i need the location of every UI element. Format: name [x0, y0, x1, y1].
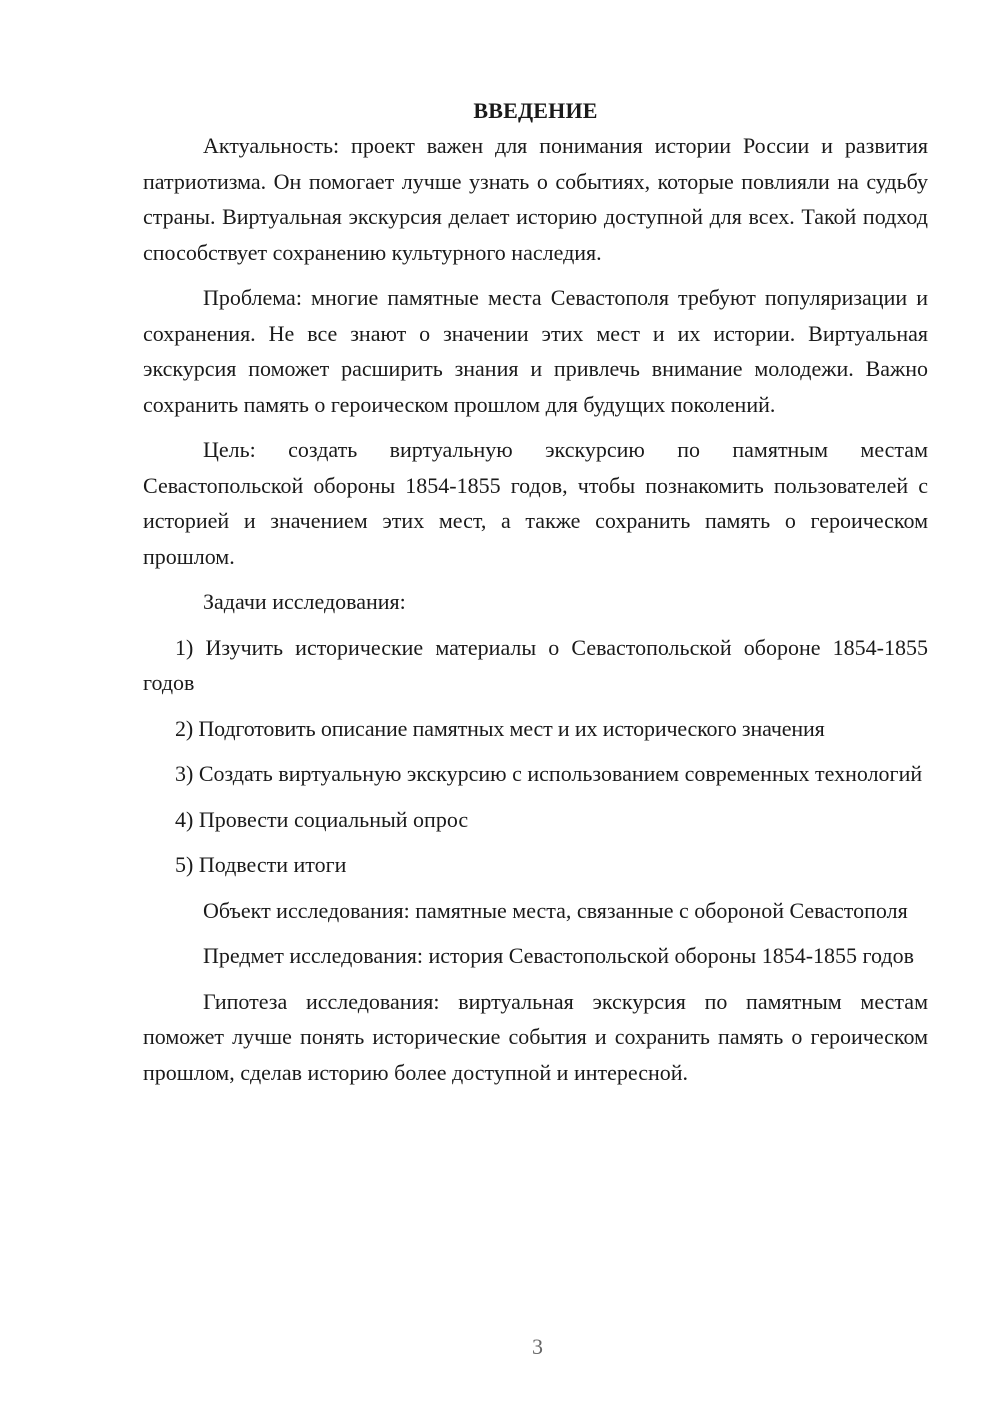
task-item-3: 3) Создать виртуальную экскурсию с использованием современных технологий	[175, 761, 923, 786]
task-item-2: 2) Подготовить описание памятных мест и их исторического значения	[175, 715, 825, 741]
object-paragraph: Объект исследования: памятные места, связанные с обороной Севастополя	[203, 897, 908, 923]
hypothesis-paragraph: Гипотеза исследования: виртуальная экскурсия по памятным местам поможет лучше понять исторические события и сохранить память о героическом прошлом, сделав историю более доступной и интересной.	[143, 988, 928, 1085]
task-item-4: 4) Провести социальный опрос	[175, 806, 469, 832]
subject-paragraph: Предмет исследования: история Севастопольской обороны 1854-1855 годов	[203, 943, 914, 968]
section-title: ВВЕДЕНИЕ	[473, 98, 598, 123]
document-page	[143, 94, 928, 1100]
task-item-5: 5) Подвести итоги	[175, 852, 347, 877]
problem-paragraph: Проблема: многие памятные места Севастополя требуют популяризации и сохранения. Не все знают о значении этих мест и их истории. Виртуальная экскурсия поможет расширить знания и привлечь внимание молодежи. Важно сохранить память о героическом прошлом для будущих поколений.	[143, 285, 928, 417]
tasks-heading: Задачи исследования:	[203, 589, 406, 614]
relevance-paragraph: Актуальность: проект важен для понимания истории России и развития патриотизма. Он помогает лучше узнать о событиях, которые повлияли на судьбу страны. Виртуальная экскурсия делает историю доступной для всех. Такой подход способствует сохранению культурного наследия.	[143, 133, 928, 265]
page-number: 3	[532, 1334, 543, 1359]
task-item-1: 1) Изучить исторические материалы о Севастопольской обороне 1854-1855 годов	[143, 634, 928, 695]
goal-paragraph: Цель: создать виртуальную экскурсию по памятным местам Севастопольской обороны 1854-1855 годов, чтобы познакомить пользователей с историей и значением этих мест, а также сохранить память о героическом прошлом.	[143, 437, 928, 569]
